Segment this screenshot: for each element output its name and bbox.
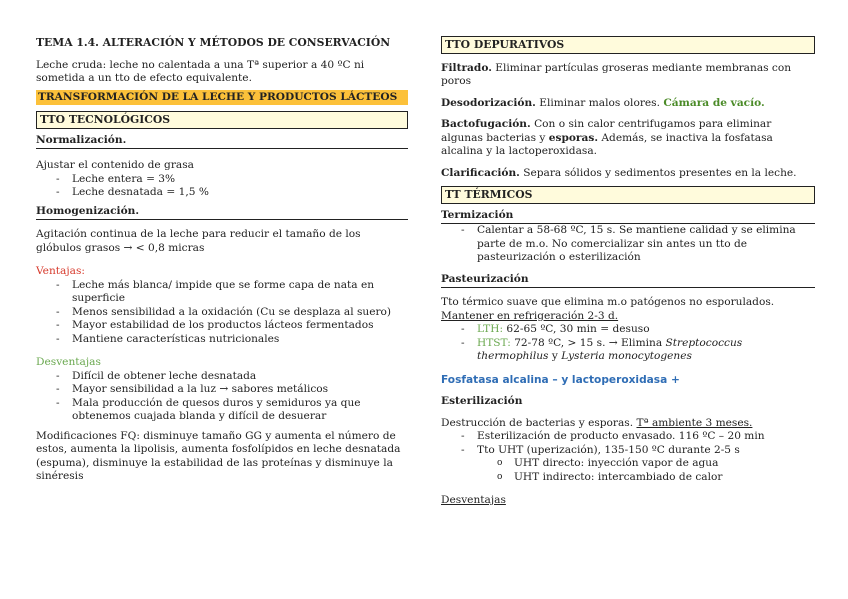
list-item: - Leche más blanca/ impide que se forme capa de nata en superficie — [56, 279, 408, 306]
list-item: - Leche desnatada = 1,5 % — [56, 186, 408, 200]
esterilizacion-text: Destrucción de bacterias y esporas. — [441, 416, 637, 429]
desventajas-list — [36, 370, 408, 424]
pasteurizacion-text: Tto térmico suave que elimina m.o patógenos no esporulados. — [441, 296, 775, 308]
desodorizacion-paragraph — [441, 97, 815, 111]
section-highlight: TRANSFORMACIÓN DE LA LECHE Y PRODUCTOS LÁCTEOS — [36, 90, 408, 106]
bactofugacion-term: Bactofugación. — [441, 118, 531, 130]
box-tt-termicos: TT TÉRMICOS — [441, 186, 815, 204]
intro-text: Leche cruda: leche no calentada a una Tª superior a 40 ºC ni sometida a un tto de efecto equivalente. — [36, 58, 365, 84]
list-item: - Leche entera = 3% — [56, 173, 408, 187]
list-item: o UHT indirecto: intercambiado de calor — [497, 471, 815, 485]
clarificacion-term: Clarificación. — [441, 166, 520, 179]
heading-homogenizacion: Homogenización. — [36, 205, 408, 221]
pasteurizacion-refrigeracion: Mantener en refrigeración 2-3 d. — [441, 309, 619, 322]
list-item: - Mala producción de quesos duros y semiduros ya que obtenemos cuajada blanda y difícil de desuerar — [56, 397, 408, 424]
left-column — [36, 36, 408, 484]
filtrado-term: Filtrado. — [441, 61, 492, 74]
list-item — [461, 323, 815, 337]
clarificacion-paragraph — [441, 167, 815, 181]
esporas-bold: esporas. — [548, 131, 599, 144]
fosfatasa-note: Fosfatasa alcalina – y lactoperoxidasa + — [441, 373, 680, 386]
list-item — [461, 337, 815, 364]
box-tto-tecnologicos: TTO TECNOLÓGICOS — [36, 111, 408, 129]
box-tto-depurativos: TTO DEPURATIVOS — [441, 36, 815, 54]
heading-normalizacion: Normalización. — [36, 134, 408, 150]
right-column — [441, 36, 815, 508]
clarificacion-text: Separa sólidos y sedimentos presentes en la leche. — [519, 166, 797, 179]
desventajas-heading: Desventajas — [441, 494, 506, 506]
normalizacion-text: Ajustar el contenido de grasa — [36, 159, 194, 171]
filtrado-paragraph — [441, 62, 815, 89]
htst-species-2: Lysteria monocytogenes — [561, 350, 692, 362]
ventajas-label: Ventajas: — [36, 265, 85, 277]
list-item: - Esterilización de producto envasado. 116 ºC – 20 min — [461, 430, 815, 444]
page-title: TEMA 1.4. ALTERACIÓN Y MÉTODOS DE CONSERVACIÓN — [36, 36, 391, 49]
desodorizacion-term: Desodorización. — [441, 96, 536, 109]
homogenizacion-text: Agitación continua de la leche para reducir el tamaño de los glóbulos grasos → < 0,8 micras — [36, 228, 361, 254]
bactofugacion-text2: Además, se inactiva la fosfatasa alcalina y la lactoperoxidasa. — [441, 131, 773, 157]
uht-sublist — [441, 457, 815, 484]
list-item: - Tto UHT (uperización), 135-150 ºC durante 2-5 s — [461, 444, 815, 458]
camara-vacio: Cámara de vacío. — [663, 96, 765, 109]
lth-text: 62-65 ºC, 30 min = desuso — [503, 323, 650, 335]
desventajas-label: Desventajas — [36, 356, 101, 368]
list-item: - Mayor estabilidad de los productos lácteos fermentados — [56, 319, 408, 333]
bactofugacion-paragraph — [441, 118, 815, 159]
esterilizacion-ambiente: Tª ambiente 3 meses. — [636, 416, 753, 429]
termizacion-list — [441, 224, 815, 265]
heading-esterilizacion: Esterilización — [441, 395, 523, 407]
list-item: o UHT directo: inyección vapor de agua — [497, 457, 815, 471]
desodorizacion-text: Eliminar malos olores. — [535, 96, 664, 109]
htst-text: 72-78 ºC, > 15 s. → Elimina — [510, 336, 666, 349]
list-item: - Difícil de obtener leche desnatada — [56, 370, 408, 384]
bactofugacion-text1: Con o sin calor centrifugamos para eliminar algunas bacterias y — [441, 118, 772, 144]
esterilizacion-paragraph — [441, 417, 815, 431]
list-item: - Calentar a 58-68 ºC, 15 s. Se mantiene calidad y se elimina parte de m.o. No comercializar sin antes un tto de pasteurización o esterilización — [461, 224, 815, 265]
list-item: - Mayor sensibilidad a la luz → sabores metálicos — [56, 383, 408, 397]
heading-pasteurizacion: Pasteurización — [441, 273, 815, 289]
normalizacion-list — [36, 173, 408, 200]
htst-and: y — [548, 350, 562, 362]
list-item: - Mantiene características nutricionales — [56, 333, 408, 347]
lth-label: LTH: — [477, 323, 504, 335]
ventajas-list — [36, 279, 408, 347]
filtrado-text: Eliminar partículas groseras mediante membranas con poros — [441, 61, 792, 87]
htst-species-1: Streptococcus thermophilus — [477, 336, 743, 362]
htst-label: HTST: — [477, 336, 511, 349]
modificaciones-text: Modificaciones FQ: disminuye tamaño GG y aumenta el número de estos, aumenta la lipolisis, aumenta fosfolípidos en leche desnatada (espuma), disminuye la estabilidad de las proteínas y disminuye la sinéresis — [36, 429, 401, 482]
esterilizacion-list — [441, 430, 815, 457]
list-item: - Menos sensibilidad a la oxidación (Cu se desplaza al suero) — [56, 306, 408, 320]
heading-termizacion: Termización — [441, 209, 815, 225]
pasteurizacion-list — [441, 323, 815, 364]
